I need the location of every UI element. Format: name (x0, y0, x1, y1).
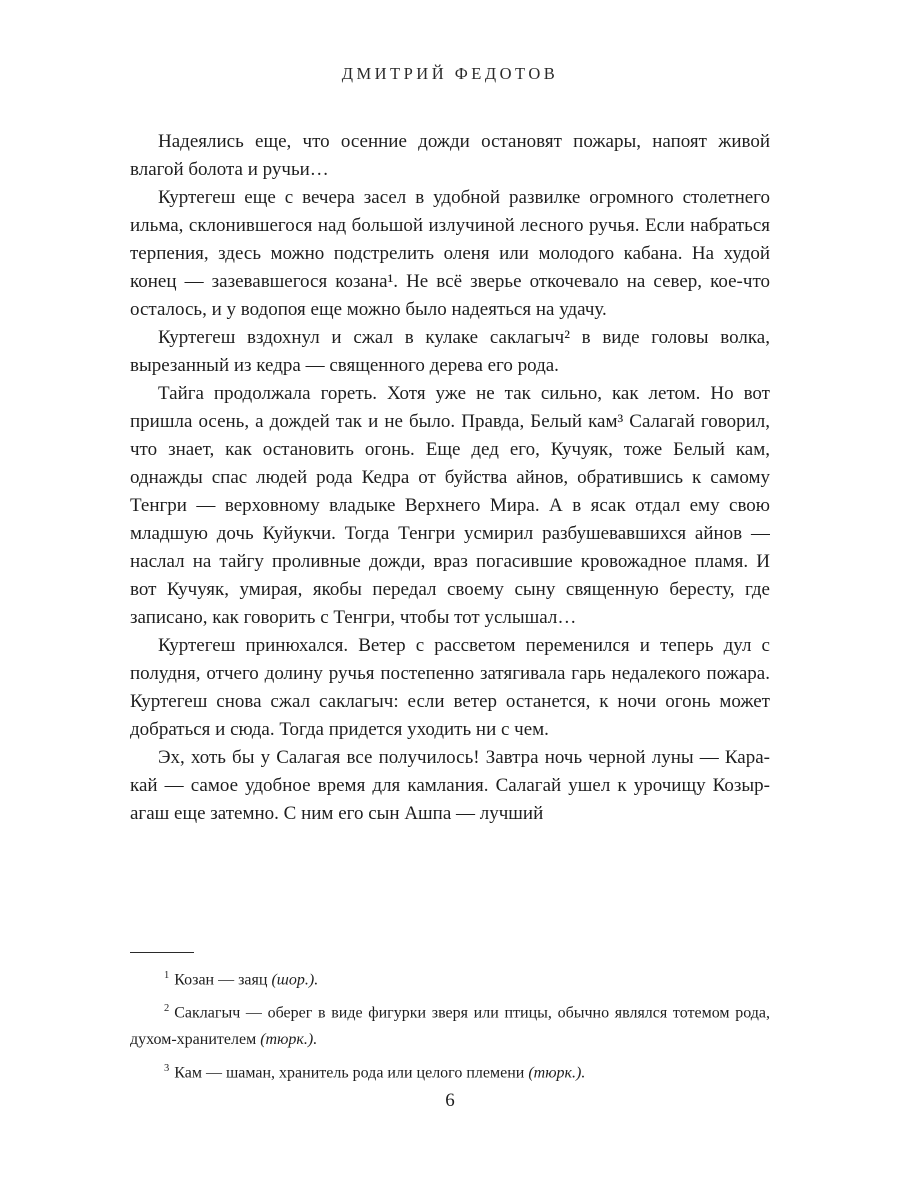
footnote (130, 1056, 770, 1086)
footnote-separator (130, 952, 194, 953)
footnote-text: Кам — шаман, хранитель рода или целого племени (174, 1063, 529, 1081)
page-number: 6 (445, 1090, 455, 1111)
footnote-text: Саклагыч — оберег в виде фигурки зверя или птицы, обычно являлся тотемом рода, духом-хранителем (130, 1004, 770, 1048)
footnote-text: Козан — заяц (174, 971, 272, 989)
paragraph: Куртегеш принюхался. Ветер с рассветом переменился и теперь дул с полудня, отчего долину ручья постепенно затягивала гарь недалекого пожара. Куртегеш снова сжал саклагыч: если ветер останется, к ночи огонь может добраться и сюда. Тогда придется уходить ни с чем. (130, 635, 770, 740)
footnote-marker: 3 (164, 1062, 170, 1074)
footnote-marker: 1 (164, 970, 170, 981)
footnote (130, 996, 770, 1052)
running-header: ДМИТРИЙ ФЕДОТОВ (341, 64, 559, 83)
body-text (130, 128, 770, 828)
footnote-source: (тюрк.). (528, 1063, 586, 1081)
footnote-source: (шор.). (271, 971, 319, 989)
footnote-marker: 2 (164, 1003, 170, 1015)
paragraph: Куртегеш вздохнул и сжал в кулаке саклагыч² в виде головы волка, вырезанный из кедра — священного дерева его рода. (130, 327, 770, 376)
paragraph: Эх, хоть бы у Салагая все получилось! Завтра ночь черной луны — Кара-кай — самое удобное время для камлания. Салагай ушел к урочищу Козыр-агаш еще затемно. С ним его сын Ашпа — лучший (130, 747, 770, 824)
footnote-source: (тюрк.). (260, 1030, 318, 1048)
footnote-block (130, 952, 770, 1089)
footnotes (130, 963, 770, 1086)
footnote (130, 963, 770, 993)
paragraph: Куртегеш еще с вечера засел в удобной развилке огромного столетнего ильма, склонившегося над большой излучиной лесного ручья. Если набраться терпения, здесь можно подстрелить оленя или молодого кабана. На худой конец — зазевавшегося козана¹. Не всё зверье откочевало на север, кое-что осталось, и у водопоя еще можно было надеяться на удачу. (130, 187, 770, 320)
paragraph: Тайга продолжала гореть. Хотя уже не так сильно, как летом. Но вот пришла осень, а дождей так и не было. Правда, Белый кам³ Салагай говорил, что знает, как остановить огонь. Еще дед его, Кучуяк, тоже Белый кам, однажды спас людей рода Кедра от буйства айнов, обратившись к самому Тенгри — верховному владыке Верхнего Мира. А в ясак отдал ему свою младшую дочь Куйукчи. Тогда Тенгри усмирил разбушевавшихся айнов — наслал на тайгу проливные дожди, враз погасившие кровожадное пламя. И вот Кучуяк, умирая, якобы передал своему сыну священную бересту, где записано, как говорить с Тенгри, чтобы тот услышал… (130, 383, 770, 628)
paragraph: Надеялись еще, что осенние дожди остановят пожары, напоят живой влагой болота и ручьи… (130, 131, 770, 180)
